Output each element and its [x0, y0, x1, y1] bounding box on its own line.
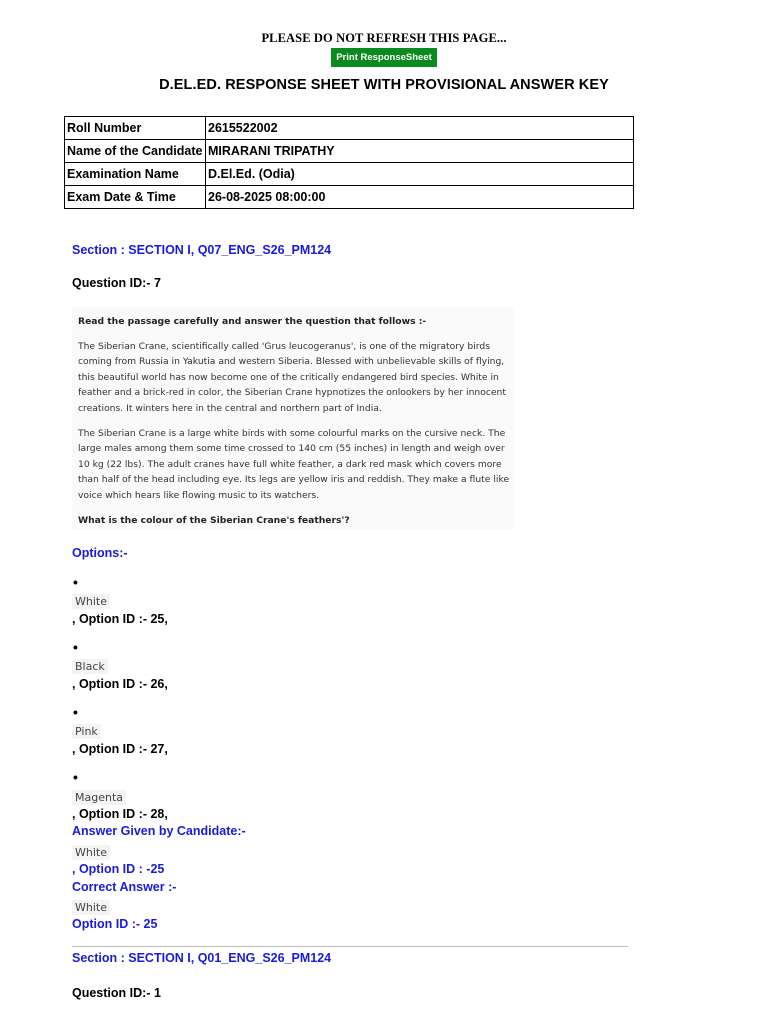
candidate-name-value: MIRARANI TRIPATHY — [206, 140, 634, 163]
answer-given-label: Answer Given by Candidate:- — [72, 824, 246, 838]
table-row — [65, 163, 634, 186]
passage-instruction: Read the passage carefully and answer the question that follows :- — [78, 316, 427, 327]
option-4-text: Magenta — [72, 790, 126, 805]
refresh-notice: PLEASE DO NOT REFRESH THIS PAGE... — [261, 31, 507, 45]
question-passage-image — [72, 307, 514, 529]
option-bullet: • — [73, 704, 78, 720]
option-4-id: , Option ID :- 28, — [72, 807, 168, 821]
exam-name-label: Examination Name — [65, 163, 206, 186]
question-divider — [72, 946, 628, 947]
option-1-text: White — [72, 594, 110, 609]
option-bullet: • — [73, 639, 78, 655]
option-bullet: • — [73, 769, 78, 785]
page-title: D.EL.ED. RESPONSE SHEET WITH PROVISIONAL ANSWER KEY — [159, 77, 609, 93]
option-3-id: , Option ID :- 27, — [72, 742, 168, 756]
exam-name-value: D.El.Ed. (Odia) — [206, 163, 634, 186]
roll-number-value: 2615522002 — [206, 117, 634, 140]
correct-answer-text: White — [72, 900, 110, 915]
print-response-sheet-button[interactable]: Print ResponseSheet — [331, 48, 437, 67]
question-id: Question ID:- 7 — [72, 276, 161, 290]
table-row — [65, 117, 634, 140]
passage-paragraph-2: The Siberian Crane is a large white birds with some colourful marks on the cursive neck. The large males among them some time crossed to 140 cm (55 inches) in length and weigh over 10 kg (22 lbs). The adult cranes have full white feather, a dark red mask which covers more than half of the head including eye. Its legs are yellow iris and reddish. They make a flute like voice which hears like flowing music to its watchers. — [78, 427, 510, 501]
answer-given-option-id: , Option ID : -25 — [72, 862, 165, 876]
correct-answer-option-id: Option ID :- 25 — [72, 917, 158, 931]
option-2-id: , Option ID :- 26, — [72, 677, 168, 691]
exam-date-value: 26-08-2025 08:00:00 — [206, 186, 634, 209]
question-id: Question ID:- 1 — [72, 986, 161, 1000]
option-1-id: , Option ID :- 25, — [72, 612, 168, 626]
candidate-info-table — [64, 116, 634, 209]
candidate-name-label: Name of the Candidate — [65, 140, 206, 163]
option-2-text: Black — [72, 659, 108, 674]
option-bullet: • — [73, 574, 78, 590]
option-3-text: Pink — [72, 724, 101, 739]
correct-answer-label: Correct Answer :- — [72, 880, 177, 894]
table-row — [65, 186, 634, 209]
section-heading: Section : SECTION I, Q01_ENG_S26_PM124 — [72, 951, 332, 965]
table-row — [65, 140, 634, 163]
answer-given-text: White — [72, 845, 110, 860]
options-label: Options:- — [72, 546, 128, 560]
exam-date-label: Exam Date & Time — [65, 186, 206, 209]
passage-paragraph-1: The Siberian Crane, scientifically called 'Grus leucogeranus', is one of the migratory birds coming from Russia in Yakutia and western Siberia. Blessed with unbelievable skills of flying, this beautiful world has now become one of the critically endangered bird species. White in feather and a brick-red in color, the Siberian Crane hypnotizes the onlookers by her innocent creations. It winters here in the central and northern part of India. — [78, 340, 506, 414]
section-heading: Section : SECTION I, Q07_ENG_S26_PM124 — [72, 243, 332, 257]
passage-question: What is the colour of the Siberian Crane's feathers'? — [78, 514, 350, 526]
roll-number-label: Roll Number — [65, 117, 206, 140]
